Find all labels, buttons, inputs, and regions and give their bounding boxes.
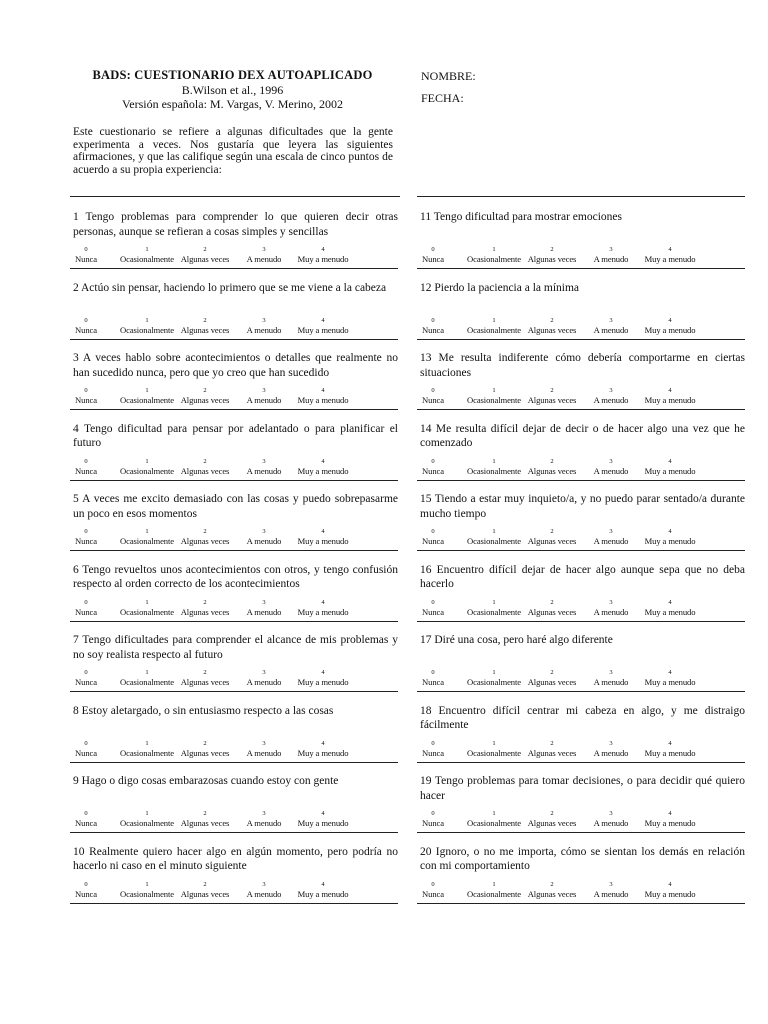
rating-option[interactable]	[283, 246, 363, 265]
rating-label: Muy a menudo	[644, 536, 696, 546]
rating-value: 3	[609, 739, 613, 747]
rating-value: 4	[668, 316, 672, 324]
rating-value: 3	[262, 316, 266, 324]
rating-label: Ocasionalmente	[467, 465, 521, 476]
rating-value: 4	[668, 528, 672, 535]
rating-option[interactable]	[630, 599, 710, 618]
rating-value: 0	[431, 739, 435, 747]
rating-value: 1	[145, 316, 149, 324]
rating-label: Nunca	[75, 888, 97, 899]
rating-value: 4	[668, 880, 672, 888]
rating-value: 3	[262, 387, 266, 394]
rating-value: 2	[550, 739, 554, 747]
question-text: 16 Encuentro difícil dejar de hacer algo aunque sepa que no deba hacerlo	[420, 563, 745, 591]
rating-label: Muy a menudo	[297, 888, 349, 899]
rating-label: A menudo	[593, 536, 629, 546]
rating-label: Muy a menudo	[297, 395, 349, 405]
rating-value: 3	[262, 669, 266, 676]
rating-value: 1	[145, 246, 149, 253]
rating-value: 2	[550, 669, 554, 676]
rating-option[interactable]	[283, 881, 363, 900]
question-item	[417, 760, 745, 831]
rating-label: Ocasionalmente	[120, 254, 174, 264]
rating-value: 3	[262, 880, 266, 888]
rating-label: Algunas veces	[527, 888, 577, 899]
rating-value: 3	[609, 880, 613, 888]
question-item	[70, 408, 398, 479]
question-text: 18 Encuentro difícil centrar mi cabeza en algo, y me distraigo fácilmente	[420, 704, 745, 732]
rating-option[interactable]	[283, 669, 363, 688]
rating-label: Nunca	[422, 818, 444, 828]
question-item	[70, 337, 398, 408]
rating-label: Nunca	[422, 536, 444, 546]
rating-value: 3	[262, 246, 266, 253]
name-field-label[interactable]: NOMBRE:	[421, 69, 476, 83]
rating-value: 1	[492, 528, 496, 535]
rating-value: 1	[492, 739, 496, 747]
rating-value: 2	[203, 246, 207, 253]
rating-label: Nunca	[422, 747, 444, 758]
rating-label: Muy a menudo	[644, 606, 696, 617]
rating-label: A menudo	[593, 677, 629, 687]
rating-value: 0	[431, 246, 435, 253]
authors-line: B.Wilson et al., 1996	[181, 83, 284, 97]
rating-value: 3	[609, 316, 613, 324]
rating-label: Algunas veces	[527, 677, 577, 687]
rating-value: 4	[668, 598, 672, 606]
question-text: 6 Tengo revueltos unos acontecimientos con otros, y tengo confusión respecto al orden correcto de los acontecimientos	[73, 563, 398, 591]
rating-label: Ocasionalmente	[467, 536, 521, 546]
rating-option[interactable]	[283, 387, 363, 406]
rating-label: Muy a menudo	[644, 395, 696, 405]
question-item	[70, 760, 398, 831]
rating-scale	[70, 881, 398, 904]
rating-label: Nunca	[422, 677, 444, 687]
rating-value: 4	[321, 528, 325, 535]
question-text: 3 A veces hablo sobre acontecimientos o detalles que realmente no han sucedido nunca, pero que yo creo que han sucedido	[73, 352, 398, 379]
rating-option[interactable]	[630, 810, 710, 829]
rating-value: 3	[609, 669, 613, 676]
question-item	[417, 267, 745, 338]
rating-value: 1	[145, 457, 149, 465]
rating-label: Ocasionalmente	[120, 677, 174, 687]
rating-label: A menudo	[593, 395, 629, 405]
rating-value: 4	[668, 246, 672, 253]
rating-value: 0	[431, 669, 435, 676]
rating-value: 1	[145, 669, 149, 676]
rating-option[interactable]	[630, 458, 710, 477]
rating-label: Ocasionalmente	[120, 818, 174, 828]
rating-option[interactable]	[630, 317, 710, 336]
rating-label: Algunas veces	[527, 747, 577, 758]
rating-value: 4	[321, 387, 325, 394]
rating-value: 3	[609, 246, 613, 253]
rating-label: A menudo	[246, 536, 282, 546]
rating-label: Ocasionalmente	[120, 747, 174, 758]
rating-value: 2	[203, 880, 207, 888]
rating-label: Algunas veces	[180, 465, 230, 476]
rating-value: 0	[84, 880, 88, 888]
rating-label: Muy a menudo	[644, 324, 696, 335]
rating-label: A menudo	[246, 395, 282, 405]
rating-label: Muy a menudo	[644, 818, 696, 828]
rating-value: 4	[321, 598, 325, 606]
rating-value: 3	[609, 598, 613, 606]
rating-label: A menudo	[246, 747, 282, 758]
rating-value: 0	[84, 598, 88, 606]
rating-label: Nunca	[75, 747, 97, 758]
rating-value: 3	[609, 457, 613, 465]
rating-value: 3	[262, 528, 266, 535]
rating-label: Nunca	[422, 465, 444, 476]
rating-value: 0	[84, 387, 88, 394]
rating-label: Muy a menudo	[297, 747, 349, 758]
rating-label: Algunas veces	[180, 324, 230, 335]
rating-value: 2	[550, 880, 554, 888]
rating-label: A menudo	[593, 818, 629, 828]
rating-label: Nunca	[75, 677, 97, 687]
rating-value: 1	[492, 457, 496, 465]
rating-label: Algunas veces	[527, 465, 577, 476]
rating-value: 1	[492, 387, 496, 394]
rating-value: 2	[203, 457, 207, 465]
rating-value: 4	[668, 739, 672, 747]
rating-value: 2	[550, 528, 554, 535]
rating-label: Muy a menudo	[297, 677, 349, 687]
rating-value: 3	[262, 598, 266, 606]
question-text: 10 Realmente quiero hacer algo en algún momento, pero podría no hacerlo ni caso en el minuto siguiente	[73, 845, 398, 873]
rating-value: 0	[84, 316, 88, 324]
rating-label: A menudo	[246, 324, 282, 335]
rating-value: 2	[203, 387, 207, 394]
question-item	[417, 196, 745, 267]
rating-option[interactable]	[283, 317, 363, 336]
question-item	[70, 549, 398, 620]
rating-label: Nunca	[422, 324, 444, 335]
question-text: 7 Tengo dificultades para comprender el alcance de mis problemas y no soy realista respecto al futuro	[73, 634, 398, 661]
rating-label: Ocasionalmente	[467, 677, 521, 687]
rating-option[interactable]	[630, 740, 710, 759]
rating-label: Muy a menudo	[297, 254, 349, 264]
rating-value: 0	[84, 739, 88, 747]
header-block	[70, 68, 395, 111]
rating-label: Ocasionalmente	[120, 395, 174, 405]
rating-option[interactable]	[283, 528, 363, 547]
rating-label: Algunas veces	[527, 536, 577, 546]
question-text: 11 Tengo dificultad para mostrar emociones	[420, 211, 622, 223]
rating-value: 0	[84, 810, 88, 817]
question-item	[417, 831, 745, 902]
rating-label: A menudo	[593, 747, 629, 758]
rating-label: Muy a menudo	[644, 747, 696, 758]
rating-value: 1	[492, 316, 496, 324]
rating-value: 4	[668, 669, 672, 676]
rating-label: Muy a menudo	[297, 465, 349, 476]
rating-value: 3	[609, 528, 613, 535]
rating-label: Algunas veces	[180, 395, 230, 405]
rating-label: Ocasionalmente	[467, 254, 521, 264]
rating-value: 4	[668, 810, 672, 817]
rating-value: 4	[668, 457, 672, 465]
rating-value: 4	[321, 880, 325, 888]
rating-label: Ocasionalmente	[120, 536, 174, 546]
rating-value: 2	[203, 739, 207, 747]
rating-option[interactable]	[283, 740, 363, 759]
rating-label: Algunas veces	[527, 254, 577, 264]
instructions-paragraph: Este cuestionario se refiere a algunas dificultades que la gente experimenta a veces. Nos gustaría que leyera las siguientes afirmaciones, y que las califique según una escala de cinco puntos de acuerdo a su propia experiencia:	[73, 126, 393, 176]
rating-value: 3	[262, 739, 266, 747]
rating-value: 4	[321, 246, 325, 253]
question-text: 2 Actúo sin pensar, haciendo lo primero que se me viene a la cabeza	[73, 281, 387, 294]
rating-label: Ocasionalmente	[467, 888, 521, 899]
rating-label: A menudo	[246, 677, 282, 687]
question-text: 17 Diré una cosa, pero haré algo diferente	[420, 634, 613, 646]
rating-value: 3	[262, 457, 266, 465]
rating-value: 1	[145, 880, 149, 888]
rating-label: Algunas veces	[180, 536, 230, 546]
items-column-right	[417, 196, 745, 901]
rating-value: 0	[431, 810, 435, 817]
document-title: BADS: CUESTIONARIO DEX AUTOAPLICADO	[92, 68, 373, 82]
question-item	[70, 690, 398, 761]
rating-option[interactable]	[630, 528, 710, 547]
rating-option[interactable]	[630, 669, 710, 688]
rating-label: A menudo	[246, 254, 282, 264]
question-text: 19 Tengo problemas para tomar decisiones, o para decidir qué quiero hacer	[420, 775, 745, 802]
date-field-label[interactable]: FECHA:	[421, 91, 464, 105]
rating-value: 0	[431, 316, 435, 324]
rating-value: 3	[609, 387, 613, 394]
rating-label: Ocasionalmente	[467, 818, 521, 828]
rating-option[interactable]	[283, 810, 363, 829]
rating-label: Muy a menudo	[644, 888, 696, 899]
rating-option[interactable]	[630, 387, 710, 406]
rating-label: A menudo	[593, 888, 629, 899]
rating-label: A menudo	[246, 818, 282, 828]
rating-option[interactable]	[283, 458, 363, 477]
rating-label: Muy a menudo	[297, 818, 349, 828]
rating-label: Ocasionalmente	[120, 888, 174, 899]
rating-label: Muy a menudo	[297, 536, 349, 546]
rating-value: 1	[492, 598, 496, 606]
respondent-fields	[421, 69, 476, 113]
rating-label: Nunca	[75, 818, 97, 828]
rating-value: 2	[550, 810, 554, 817]
rating-value: 0	[84, 457, 88, 465]
rating-label: Muy a menudo	[644, 677, 696, 687]
rating-option[interactable]	[283, 599, 363, 618]
question-text: 14 Me resulta difícil dejar de decir o de hacer algo una vez que he comenzado	[420, 422, 745, 450]
rating-value: 4	[668, 387, 672, 394]
question-item	[417, 478, 745, 549]
rating-label: Algunas veces	[180, 254, 230, 264]
rating-label: Nunca	[75, 465, 97, 476]
rating-label: Nunca	[75, 395, 97, 405]
rating-value: 2	[203, 598, 207, 606]
rating-value: 4	[321, 457, 325, 465]
rating-scale	[417, 881, 745, 904]
rating-label: Ocasionalmente	[120, 465, 174, 476]
question-text: 13 Me resulta indiferente cómo debería comportarme en ciertas situaciones	[420, 352, 745, 379]
question-item	[70, 267, 398, 338]
rating-label: Algunas veces	[180, 818, 230, 828]
rating-option[interactable]	[630, 881, 710, 900]
rating-label: Nunca	[422, 395, 444, 405]
question-text: 15 Tiendo a estar muy inquieto/a, y no puedo parar sentado/a durante mucho tiempo	[420, 493, 745, 520]
rating-value: 0	[84, 669, 88, 676]
rating-value: 4	[321, 669, 325, 676]
rating-label: Ocasionalmente	[120, 324, 174, 335]
rating-value: 2	[550, 457, 554, 465]
rating-label: Algunas veces	[180, 747, 230, 758]
rating-label: A menudo	[593, 606, 629, 617]
rating-value: 4	[321, 739, 325, 747]
rating-label: Ocasionalmente	[467, 324, 521, 335]
rating-value: 1	[145, 598, 149, 606]
question-item	[417, 337, 745, 408]
rating-value: 2	[203, 528, 207, 535]
rating-label: Ocasionalmente	[467, 606, 521, 617]
question-item	[70, 196, 398, 267]
rating-label: A menudo	[246, 888, 282, 899]
rating-label: Nunca	[75, 324, 97, 335]
rating-value: 1	[492, 810, 496, 817]
rating-label: Ocasionalmente	[467, 395, 521, 405]
rating-value: 0	[431, 880, 435, 888]
rating-value: 2	[550, 598, 554, 606]
rating-value: 1	[145, 810, 149, 817]
rating-label: Nunca	[75, 606, 97, 617]
rating-label: Nunca	[422, 606, 444, 617]
rating-label: Algunas veces	[180, 888, 230, 899]
rating-label: Muy a menudo	[644, 465, 696, 476]
rating-value: 1	[145, 387, 149, 394]
rating-value: 3	[262, 810, 266, 817]
rating-value: 3	[609, 810, 613, 817]
rating-label: A menudo	[593, 324, 629, 335]
question-item	[70, 831, 398, 902]
rating-label: A menudo	[246, 465, 282, 476]
question-text: 5 A veces me excito demasiado con las cosas y puedo sobrepasarme un poco en esos momentos	[73, 493, 398, 520]
rating-label: Nunca	[422, 888, 444, 899]
question-item	[417, 549, 745, 620]
rating-label: Algunas veces	[180, 677, 230, 687]
rating-value: 0	[431, 528, 435, 535]
question-item	[417, 690, 745, 761]
rating-value: 0	[431, 598, 435, 606]
rating-value: 2	[550, 246, 554, 253]
rating-label: Ocasionalmente	[467, 747, 521, 758]
rating-label: Nunca	[422, 254, 444, 264]
rating-label: Algunas veces	[527, 324, 577, 335]
rating-value: 1	[492, 669, 496, 676]
question-item	[70, 478, 398, 549]
rating-label: Muy a menudo	[297, 606, 349, 617]
rating-value: 1	[492, 880, 496, 888]
rating-value: 1	[492, 246, 496, 253]
rating-label: Algunas veces	[527, 818, 577, 828]
question-text: 8 Estoy aletargado, o sin entusiasmo respecto a las cosas	[73, 704, 334, 717]
rating-value: 4	[321, 316, 325, 324]
question-item	[417, 408, 745, 479]
rating-value: 0	[431, 457, 435, 465]
rating-value: 0	[84, 528, 88, 535]
rating-label: Muy a menudo	[644, 254, 696, 264]
items-column-left	[70, 196, 398, 901]
rating-value: 1	[145, 739, 149, 747]
rating-value: 2	[550, 316, 554, 324]
rating-label: A menudo	[593, 465, 629, 476]
rating-option[interactable]	[630, 246, 710, 265]
rating-value: 0	[84, 246, 88, 253]
rating-label: Nunca	[75, 536, 97, 546]
rating-label: Ocasionalmente	[120, 606, 174, 617]
question-text: 1 Tengo problemas para comprender lo que quieren decir otras personas, aunque se refieran a cosas simples y sencillas	[73, 211, 398, 238]
question-item	[70, 619, 398, 690]
rating-label: A menudo	[246, 606, 282, 617]
question-item	[417, 619, 745, 690]
rating-value: 0	[431, 387, 435, 394]
question-text: 20 Ignoro, o no me importa, cómo se sientan los demás en relación con mi comportamiento	[420, 845, 745, 873]
rating-value: 2	[203, 669, 207, 676]
rating-value: 2	[203, 316, 207, 324]
rating-label: Muy a menudo	[297, 324, 349, 335]
rating-value: 2	[203, 810, 207, 817]
question-text: 4 Tengo dificultad para pensar por adelantado o para planificar el futuro	[73, 422, 398, 450]
rating-label: Nunca	[75, 254, 97, 264]
rating-value: 4	[321, 810, 325, 817]
rating-label: Algunas veces	[527, 395, 577, 405]
rating-label: A menudo	[593, 254, 629, 264]
rating-label: Algunas veces	[527, 606, 577, 617]
question-text: 12 Pierdo la paciencia a la mínima	[420, 281, 580, 294]
rating-value: 1	[145, 528, 149, 535]
question-text: 9 Hago o digo cosas embarazosas cuando estoy con gente	[73, 775, 339, 787]
rating-label: Algunas veces	[180, 606, 230, 617]
version-line: Versión española: M. Vargas, V. Merino, 2002	[121, 97, 344, 111]
rating-value: 2	[550, 387, 554, 394]
